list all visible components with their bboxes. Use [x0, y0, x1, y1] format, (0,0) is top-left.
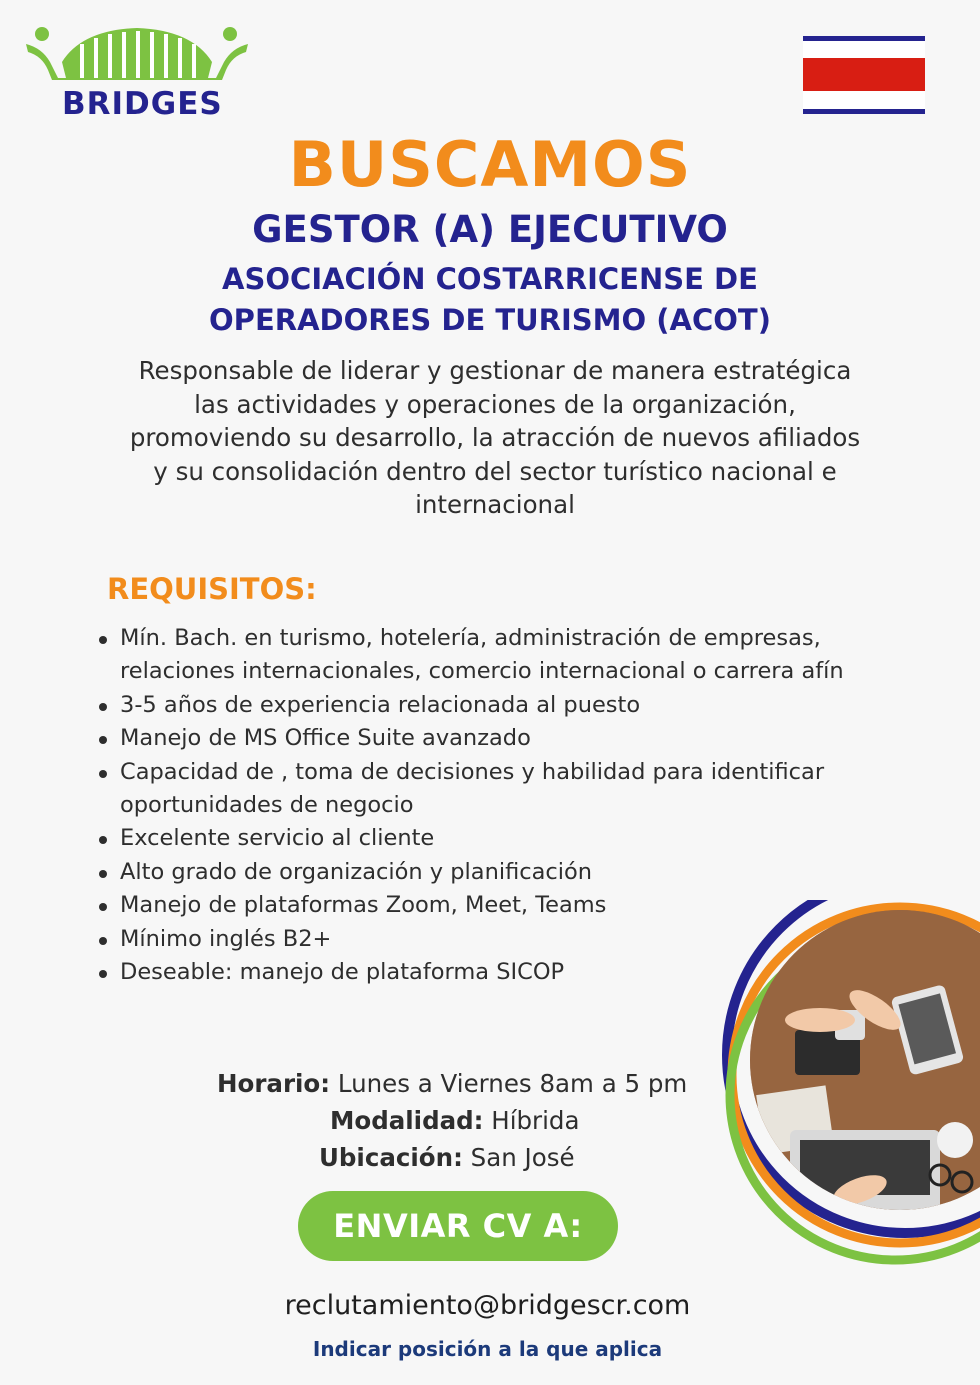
requirement-item: Excelente servicio al cliente	[98, 822, 918, 855]
bridges-logo	[22, 22, 252, 132]
schedule-horario	[217, 1069, 687, 1098]
headline: BUSCAMOS	[288, 128, 692, 201]
requirement-item-continuation: oportunidades de negocio	[120, 792, 414, 819]
requirements-title: REQUISITOS:	[107, 572, 317, 606]
description-line: promoviendo su desarrollo, la atracción de nuevos afiliados	[129, 423, 861, 452]
office-photo	[700, 900, 980, 1300]
schedule-modalidad	[330, 1106, 580, 1135]
horario-value: Lunes a Viernes 8am a 5 pm	[330, 1069, 688, 1098]
requirement-item: 3-5 años de experiencia relacionada al puesto	[98, 689, 918, 722]
organization-line-1: ASOCIACIÓN COSTARRICENSE DE	[222, 262, 758, 296]
job-description	[90, 354, 900, 522]
description-line: internacional	[415, 490, 575, 519]
horario-label: Horario:	[217, 1069, 331, 1098]
requirement-item: Deseable: manejo de plataforma SICOP	[98, 956, 918, 989]
modalidad-value: Híbrida	[483, 1106, 580, 1135]
apply-note: Indicar posición a la que aplica	[312, 1337, 663, 1361]
logo-text: BRIDGES	[62, 86, 223, 122]
requirement-item: Alto grado de organización y planificación	[98, 856, 918, 889]
description-line: Responsable de liderar y gestionar de manera estratégica	[138, 356, 852, 385]
bridge-icon	[22, 22, 252, 84]
requirement-item: Manejo de MS Office Suite avanzado	[98, 722, 918, 755]
contact-email-link[interactable]: reclutamiento@bridgescr.com	[284, 1290, 691, 1321]
costa-rica-flag-icon	[803, 36, 925, 116]
schedule-ubicacion	[319, 1143, 575, 1172]
ubicacion-label: Ubicación:	[319, 1143, 463, 1172]
description-line: y su consolidación dentro del sector turístico nacional e	[153, 456, 837, 486]
requirement-item: Mínimo inglés B2+	[98, 923, 918, 956]
send-cv-button[interactable]: ENVIAR CV A:	[298, 1191, 618, 1261]
description-line: las actividades y operaciones de la organización,	[194, 389, 796, 419]
requirement-item: Manejo de plataformas Zoom, Meet, Teams	[98, 889, 918, 922]
modalidad-label: Modalidad:	[330, 1106, 484, 1135]
position-title: GESTOR (A) EJECUTIVO	[252, 208, 728, 251]
requirement-item: Capacidad de , toma de decisiones y habilidad para identificar	[98, 756, 918, 789]
requirement-item: Mín. Bach. en turismo, hotelería, administración de empresas,	[98, 622, 918, 655]
requirement-item-continuation: relaciones internacionales, comercio internacional o carrera afín	[120, 658, 844, 685]
organization-line-2: OPERADORES DE TURISMO (ACOT)	[209, 303, 771, 337]
ubicacion-value: San José	[462, 1143, 575, 1172]
